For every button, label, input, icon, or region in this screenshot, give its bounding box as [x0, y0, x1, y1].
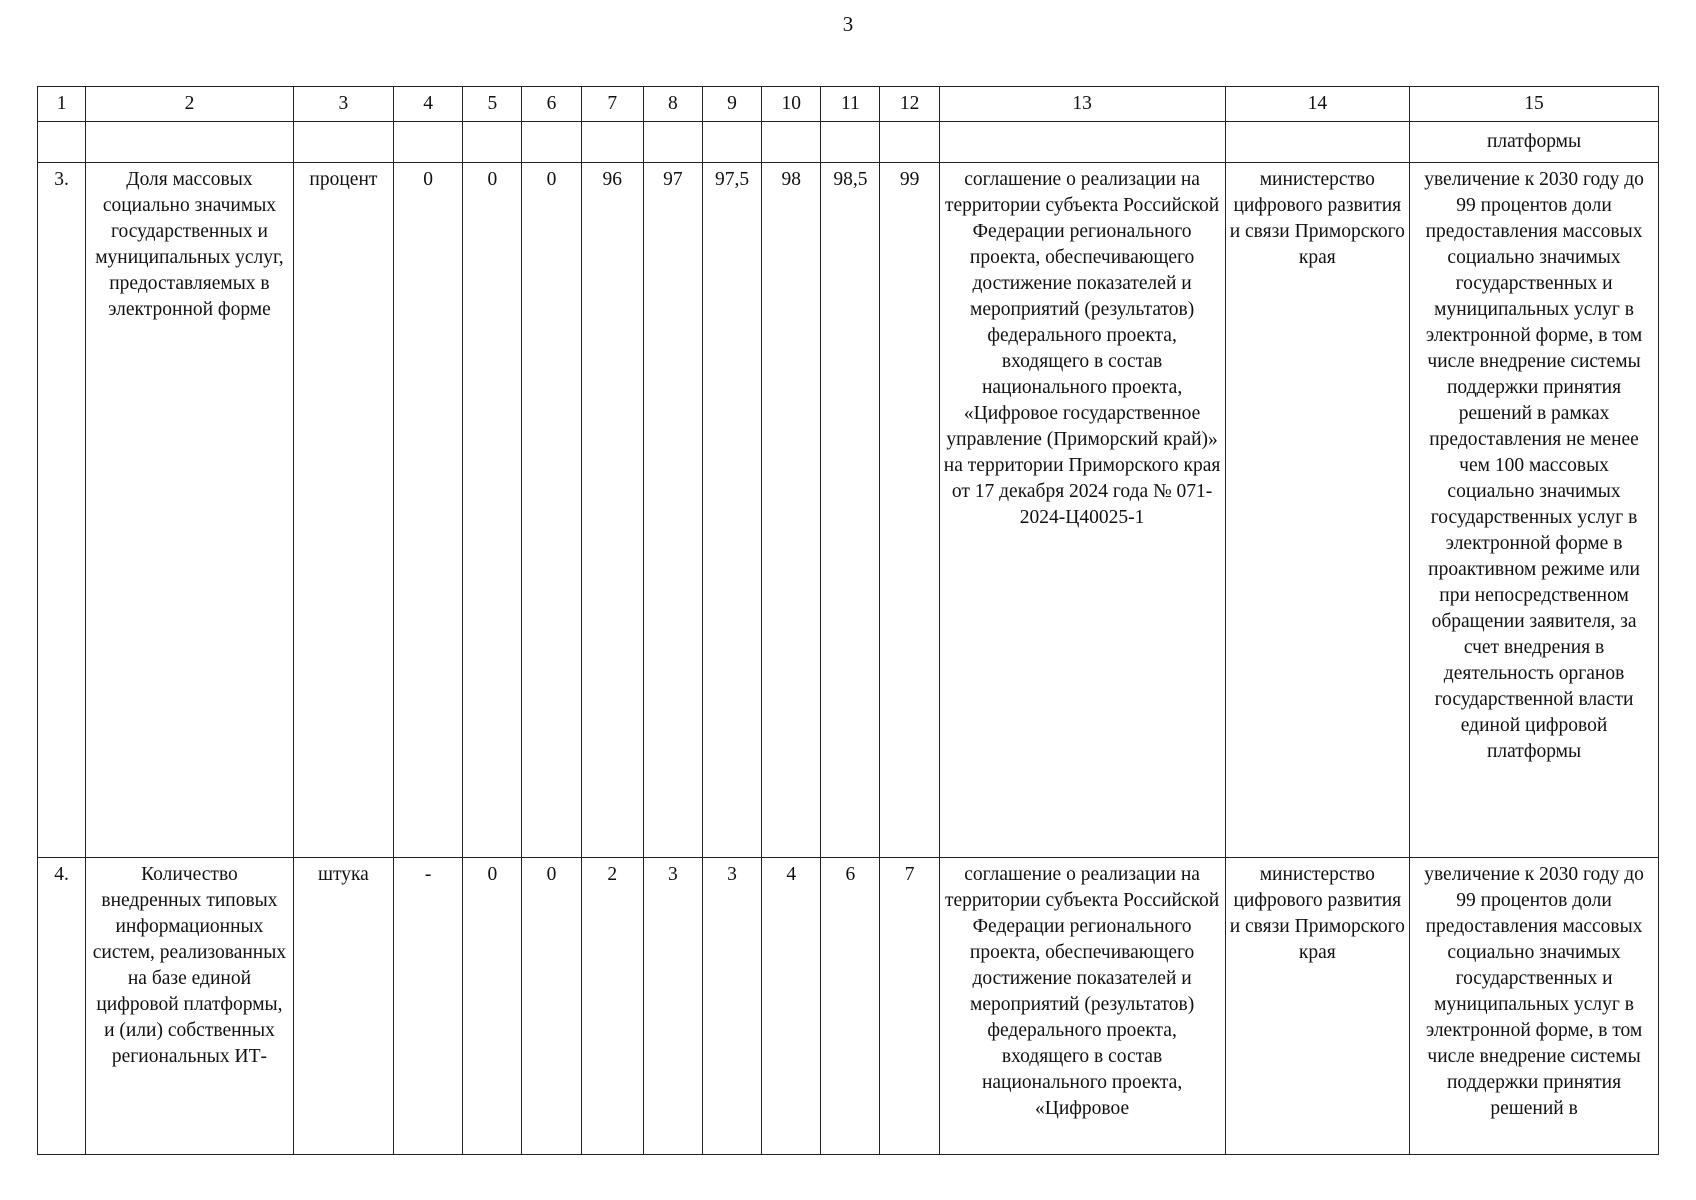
column-number: 8	[643, 87, 702, 122]
source-document: соглашение о реализации на территории субъекта Российской Федерации регионального проекта, обеспечивающего достижение показателей и мероприятий (результатов) федерального проекта, входящего в состав национального проекта, «Цифровое государственное управление (Приморский край)» на территории Приморского края от 17 декабря 2024 года № 071-2024-Ц40025-1	[939, 163, 1225, 858]
value-cell: 2	[581, 858, 643, 1155]
indicators-table	[37, 86, 1659, 1155]
value-cell: 98,5	[821, 163, 880, 858]
source-document: соглашение о реализации на территории субъекта Российской Федерации регионального проекта, обеспечивающего достижение показателей и мероприятий (результатов) федерального проекта, входящего в состав национального проекта, «Цифровое	[939, 858, 1225, 1155]
value-cell: 0	[522, 858, 581, 1155]
expected-result: увеличение к 2030 году до 99 процентов доли предоставления массовых социально значимых государственных и муниципальных услуг в электронной форме, в том числе внедрение системы поддержки принятия решений в	[1410, 858, 1659, 1155]
column-number: 9	[702, 87, 761, 122]
column-number: 5	[463, 87, 522, 122]
responsible-body: министерство цифрового развития и связи Приморского края	[1225, 858, 1410, 1155]
value-cell: 3	[702, 858, 761, 1155]
value-cell: 99	[880, 163, 939, 858]
value-cell: 0	[463, 858, 522, 1155]
value-cell: 7	[880, 858, 939, 1155]
column-number: 13	[939, 87, 1225, 122]
value-cell: 0	[463, 163, 522, 858]
value-cell: 0	[522, 163, 581, 858]
continuation-row	[38, 122, 1659, 163]
column-number: 14	[1225, 87, 1410, 122]
indicator-name: Доля массовых социально значимых государственных и муниципальных услуг, предоставляемых в электронной форме	[86, 163, 294, 858]
column-number: 15	[1410, 87, 1659, 122]
row-number: 3.	[38, 163, 86, 858]
value-cell: 98	[762, 163, 821, 858]
value-cell: 96	[581, 163, 643, 858]
value-cell: -	[394, 858, 463, 1155]
table-row	[38, 163, 1659, 858]
responsible-body: министерство цифрового развития и связи Приморского края	[1225, 163, 1410, 858]
unit: штука	[293, 858, 393, 1155]
table-row	[38, 858, 1659, 1155]
column-number: 1	[38, 87, 86, 122]
value-cell: 97	[643, 163, 702, 858]
value-cell: 3	[643, 858, 702, 1155]
continuation-text: платформы	[1410, 122, 1659, 163]
column-number: 11	[821, 87, 880, 122]
unit: процент	[293, 163, 393, 858]
indicator-name: Количество внедренных типовых информационных систем, реализованных на базе единой цифровой платформы, и (или) собственных региональных ИТ-	[86, 858, 294, 1155]
column-number: 6	[522, 87, 581, 122]
column-number: 12	[880, 87, 939, 122]
column-number: 10	[762, 87, 821, 122]
value-cell: 0	[394, 163, 463, 858]
page-number: 3	[842, 12, 854, 36]
value-cell: 4	[762, 858, 821, 1155]
column-number: 4	[394, 87, 463, 122]
column-number: 2	[86, 87, 294, 122]
value-cell: 97,5	[702, 163, 761, 858]
row-number: 4.	[38, 858, 86, 1155]
column-number: 3	[293, 87, 393, 122]
value-cell: 6	[821, 858, 880, 1155]
column-number: 7	[581, 87, 643, 122]
expected-result: увеличение к 2030 году до 99 процентов доли предоставления массовых социально значимых государственных и муниципальных услуг в электронной форме, в том числе внедрение системы поддержки принятия решений в рамках предоставления не менее чем 100 массовых социально значимых государственных услуг в электронной форме в проактивном режиме или при непосредственном обращении заявителя, за счет внедрения в деятельность органов государственной власти единой цифровой платформы	[1410, 163, 1659, 858]
column-number-row	[38, 87, 1659, 122]
